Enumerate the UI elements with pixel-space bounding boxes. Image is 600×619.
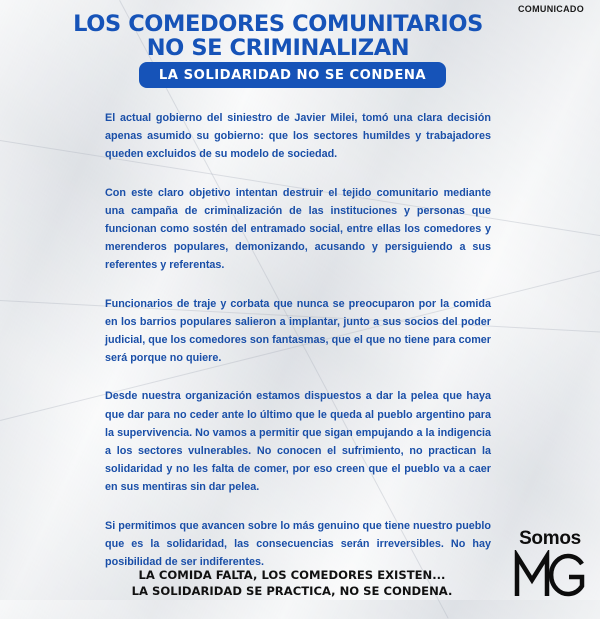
title-line-2: NO SE CRIMINALIZAN	[146, 35, 410, 61]
paragraph-2: Con este claro objetivo intentan destruir el tejido comunitario mediante una campaña de criminalización de las instituciones y personas que funcionan como sostén del entramado social, entre ellas los comedores y merenderos populares, demonizando, acusando y persiguiendo a sus referentes y referentas.	[105, 186, 491, 272]
closing-slogan	[92, 567, 492, 599]
statement-body	[105, 109, 491, 591]
subtitle-banner	[139, 62, 446, 88]
paragraph-1: El actual gobierno del siniestro de Javier Milei, tomó una clara decisión apenas asumido su gobierno: que los sectores humildes y trabajadores queden excluidos de su modelo de sociedad.	[105, 112, 491, 161]
page-title	[0, 12, 556, 60]
mg-logo-mark	[514, 550, 586, 598]
slogan-line-2: LA SOLIDARIDAD SE PRACTICA, NO SE CONDENA.	[131, 584, 453, 598]
paragraph-3: Funcionarios de traje y corbata que nunca se preocuparon por la comida en los barrios populares salieron a implantar, junto a sus socios del poder judicial, que los comedores son fantasmas, que el que no tiene para comer será porque no quiere.	[105, 297, 491, 365]
subtitle-text: LA SOLIDARIDAD NO SE CONDENA	[158, 67, 427, 83]
logo-wordmark: Somos	[519, 528, 581, 549]
paragraph-4: Desde nuestra organización estamos dispuestos a dar la pelea que haya que dar para no ceder ante lo último que le queda al pueblo argentino para la supervivencia. No vamos a permitir que sigan empujando a la indigencia a los sectores vulnerables. No conocen el sufrimiento, no practican la solidaridad y no les falta de comer, por eso creen que el pueblo va a caer en sus mentiras sin dar pelea.	[105, 390, 491, 494]
title-line-1: LOS COMEDORES COMUNITARIOS	[73, 11, 483, 37]
somos-mg-logo	[510, 528, 590, 600]
communique-label: COMUNICADO	[518, 4, 584, 14]
slogan-line-1: LA COMIDA FALTA, LOS COMEDORES EXISTEN...	[138, 568, 446, 582]
paragraph-5: Si permitimos que avancen sobre lo más genuino que tiene nuestro pueblo que es la solidaridad, las consecuencias serán irreversibles. No hay posibilidad de ser indiferentes.	[105, 519, 491, 569]
